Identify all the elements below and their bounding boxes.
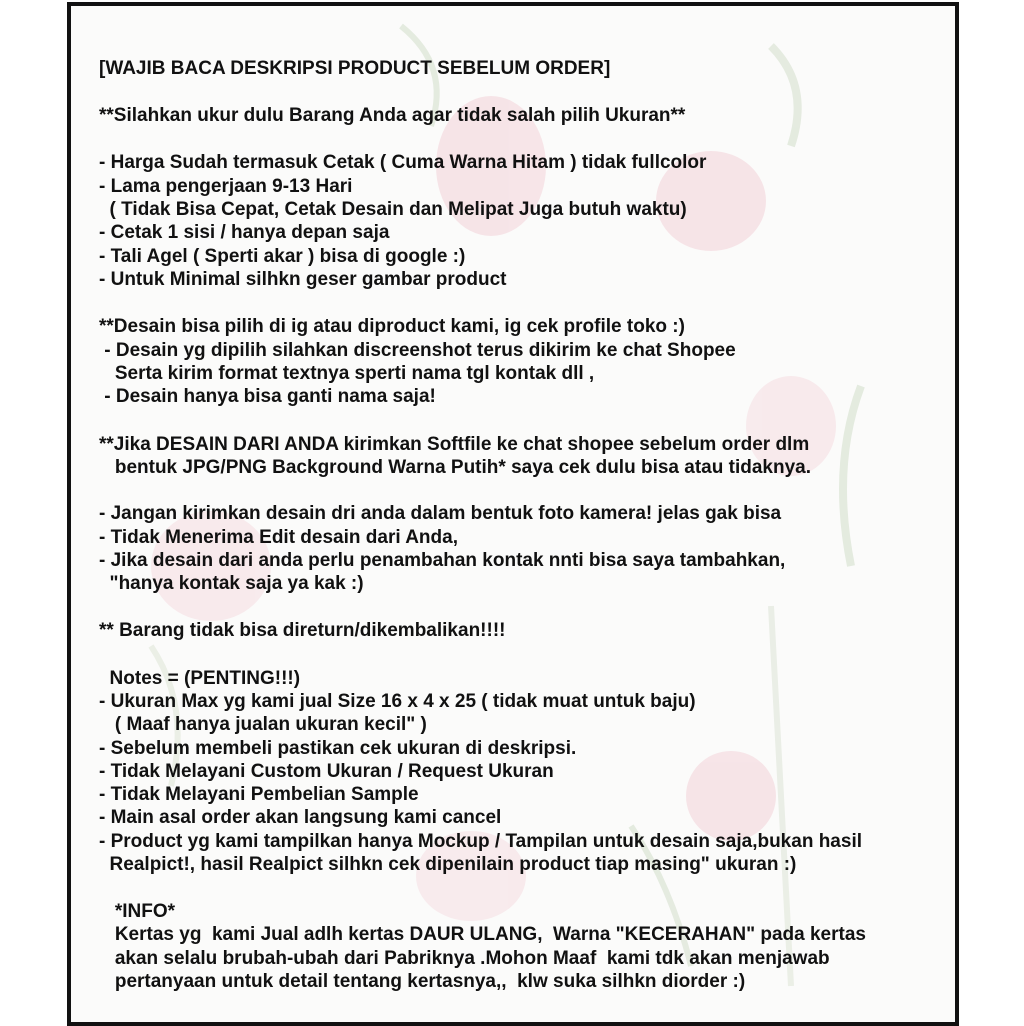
doc-line: - Product yg kami tampilkan hanya Mockup / Tampilan untuk desain saja,bukan hasil: [99, 831, 862, 852]
doc-line: - Ukuran Max yg kami jual Size 16 x 4 x 25 ( tidak muat untuk baju): [99, 691, 696, 712]
doc-line: **Desain bisa pilih di ig atau diproduct kami, ig cek profile toko :): [99, 316, 685, 337]
doc-heading: [WAJIB BACA DESKRIPSI PRODUCT SEBELUM ORDER]: [99, 58, 611, 79]
doc-line: Notes = (PENTING!!!): [99, 668, 301, 689]
doc-line: - Desain yg dipilih silahkan discreenshot terus dikirim ke chat Shopee: [99, 340, 736, 361]
doc-line: pertanyaan untuk detail tentang kertasnya,, klw suka silhkn diorder :): [99, 971, 746, 992]
doc-line: - Jangan kirimkan desain dri anda dalam bentuk foto kamera! jelas gak bisa: [99, 503, 782, 524]
doc-line: - Tali Agel ( Sperti akar ) bisa di google :): [99, 246, 466, 267]
doc-line: *INFO*: [99, 901, 176, 922]
doc-line: Realpict!, hasil Realpict silhkn cek dipenilain product tiap masing" ukuran :): [99, 854, 797, 875]
doc-line: - Sebelum membeli pastikan cek ukuran di deskripsi.: [99, 738, 577, 759]
doc-line: - Cetak 1 sisi / hanya depan saja: [99, 222, 390, 243]
doc-line: - Jika desain dari anda perlu penambahan kontak nnti bisa saya tambahkan,: [99, 550, 786, 571]
doc-line: akan selalu brubah-ubah dari Pabriknya .Mohon Maaf kami tdk akan menjawab: [99, 948, 830, 969]
doc-line: - Tidak Menerima Edit desain dari Anda,: [99, 527, 458, 548]
doc-line: - Untuk Minimal silhkn geser gambar product: [99, 269, 507, 290]
doc-line: ** Barang tidak bisa direturn/dikembalikan!!!!: [99, 620, 506, 641]
doc-line: - Main asal order akan langsung kami cancel: [99, 807, 502, 828]
doc-line: ( Maaf hanya jualan ukuran kecil" ): [99, 714, 427, 735]
description-frame: [67, 2, 959, 1026]
doc-line: **Jika DESAIN DARI ANDA kirimkan Softfile ke chat shopee sebelum order dlm: [99, 434, 810, 455]
doc-line: - Tidak Melayani Pembelian Sample: [99, 784, 419, 805]
doc-line: bentuk JPG/PNG Background Warna Putih* saya cek dulu bisa atau tidaknya.: [99, 457, 811, 478]
doc-line: - Tidak Melayani Custom Ukuran / Request Ukuran: [99, 761, 554, 782]
doc-line: Kertas yg kami Jual adlh kertas DAUR ULANG, Warna "KECERAHAN" pada kertas: [99, 924, 866, 945]
doc-line: - Harga Sudah termasuk Cetak ( Cuma Warna Hitam ) tidak fullcolor: [99, 152, 707, 173]
doc-line: Serta kirim format textnya sperti nama tgl kontak dll ,: [99, 363, 595, 384]
doc-line: - Lama pengerjaan 9-13 Hari: [99, 176, 353, 197]
doc-line: **Silahkan ukur dulu Barang Anda agar tidak salah pilih Ukuran**: [99, 105, 686, 126]
doc-line: - Desain hanya bisa ganti nama saja!: [99, 386, 436, 407]
doc-line: ( Tidak Bisa Cepat, Cetak Desain dan Melipat Juga butuh waktu): [99, 199, 687, 220]
description-text: [71, 6, 955, 1022]
doc-line: "hanya kontak saja ya kak :): [99, 573, 364, 594]
